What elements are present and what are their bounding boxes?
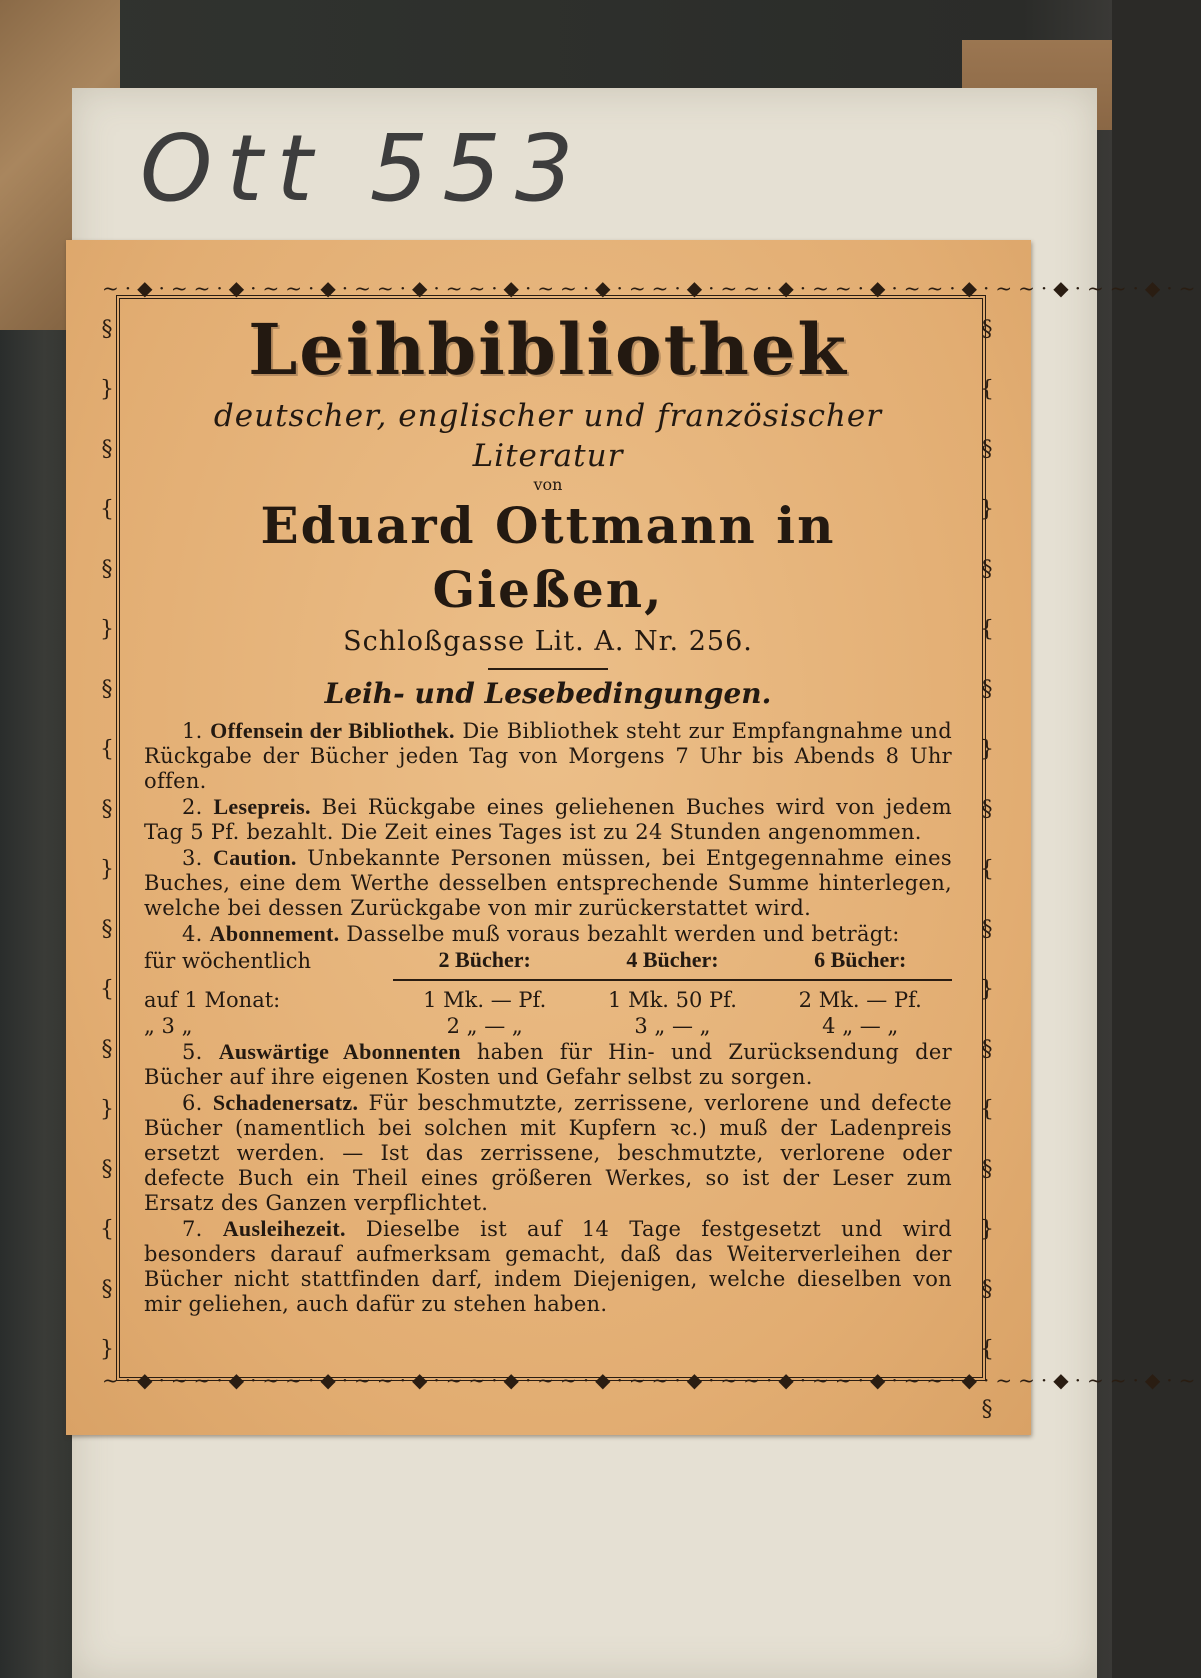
label-content	[144, 300, 952, 1317]
ornament-border-bottom: ~·◆·~~·◆·~~·◆·~~·◆·~~·◆·~~·◆·~~·◆·~~·◆·~~·◆·~~·◆·~~·◆·~~·◆·~	[102, 1368, 1201, 1392]
rule-6: 6. Schadenersatz. Für beschmutzte, zerrissene, verlorene und defecte Bücher (namentlich bei solchen mit Kupfern ꝛc.) muß der Ladenpreis ersetzt werden. — Ist das zerrissene, beschmutzte, verlorene oder defecte Buch ein Theil eines größeren Werkes, so ist der Leser zum Ersatz des Ganzen verpflichtet.	[144, 1090, 952, 1215]
fee-column-header: 6 Bücher:	[768, 947, 952, 980]
subtitle: deutscher, englischer und französischer Literatur	[213, 398, 883, 474]
fee-row-label: „ 3 „	[144, 1014, 193, 1038]
fee-cell: 2 Mk. — Pf.	[798, 988, 922, 1012]
fee-row	[144, 1013, 952, 1039]
ornament-border-left: § } § { § } § { § } § { § } § { § }	[100, 317, 114, 1362]
rule-2: 2. Lesepreis. Bei Rückgabe eines geliehenen Buches wird von jedem Tag 5 Pf. bezahlt. Die Zeit eines Tages ist zu 24 Stunden angenommen.	[144, 794, 953, 844]
fee-cell: 1 Mk. 50 Pf.	[608, 988, 737, 1012]
ornament-border-right: § { § } § { § } § { § } § { § } § { §	[980, 317, 994, 1422]
address: Schloßgasse Lit. A. Nr. 256.	[343, 626, 753, 657]
fee-cell: 3 „ — „	[634, 1014, 711, 1038]
fee-row-label: auf 1 Monat:	[144, 988, 281, 1012]
fee-cell: 4 „ — „	[822, 1014, 899, 1038]
handwritten-shelfmark: Ott 553	[140, 115, 588, 222]
divider	[488, 668, 608, 670]
ornament-border-top: ~·◆·~~·◆·~~·◆·~~·◆·~~·◆·~~·◆·~~·◆·~~·◆·~~·◆·~~·◆·~~·◆·~~·◆·~	[102, 276, 1201, 300]
fee-label-header: für wöchentlich	[144, 948, 312, 973]
library-label	[66, 240, 1201, 1435]
fee-column-header: 4 Bücher:	[576, 947, 768, 980]
page-title: Leihbibliothek	[248, 308, 848, 391]
rule-1: 1. Offensein der Bibliothek. Die Bibliothek steht zur Empfangnahme und Rückgabe der Bücher jeden Tag von Morgens 7 Uhr bis Abends 8 Uhr offen.	[144, 718, 952, 793]
fee-table	[144, 947, 952, 1039]
rule-4: 4. Abonnement. Dasselbe muß voraus bezahlt werden und beträgt:	[182, 921, 900, 946]
fee-column-header: 2 Bücher:	[393, 947, 577, 980]
rule-3: 3. Caution. Unbekannte Personen müssen, bei Entgegennahme eines Buches, eine dem Werthe desselben entsprechende Summe hinterlegen, welche bei dessen Zurückgabe von mir zurückerstattet wird.	[144, 845, 952, 920]
fee-cell: 2 „ — „	[446, 1014, 523, 1038]
von-line: von	[533, 475, 563, 494]
fee-row	[144, 987, 952, 1013]
rule-5: 5. Auswärtige Abonnenten haben für Hin- und Zurücksendung der Bücher auf ihre eigenen Kosten und Gefahr selbst zu sorgen.	[144, 1039, 952, 1089]
conditions-heading: Leih- und Lesebedingungen.	[324, 677, 772, 710]
fee-header-row	[144, 947, 952, 980]
fee-cell: 1 Mk. — Pf.	[423, 988, 547, 1012]
owner-name: Eduard Ottmann in Gießen,	[260, 496, 836, 619]
rule-7: 7. Ausleihezeit. Dieselbe ist auf 14 Tage festgesetzt und wird besonders darauf aufmerksam gemacht, daß das Weiterverleihen der Bücher nicht stattfinden darf, indem Diejenigen, welche dieselben von mir geliehen, auch dafür zu stehen haben.	[144, 1216, 952, 1316]
